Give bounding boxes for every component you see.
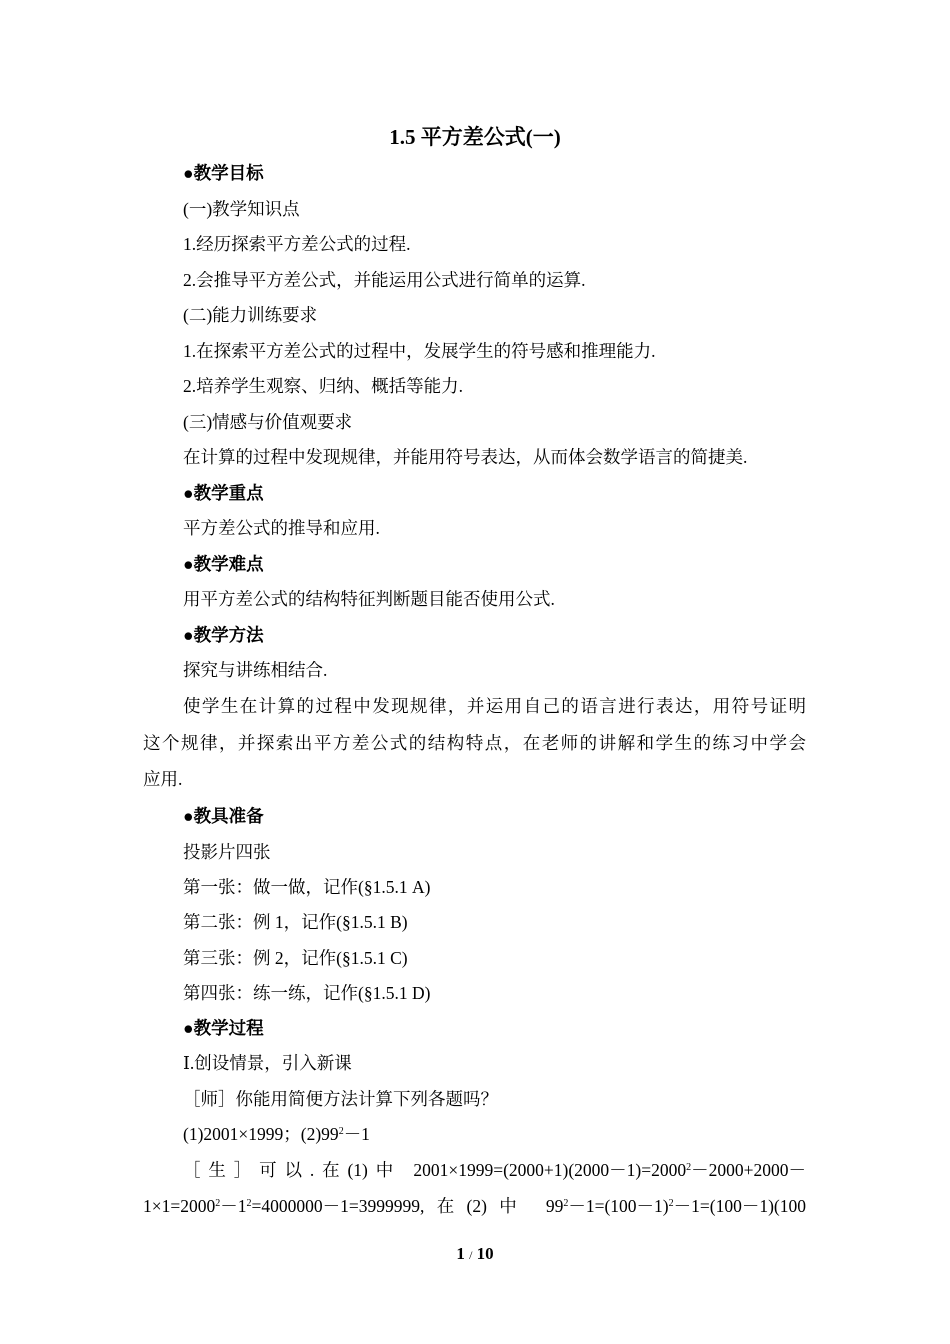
tools-item-1: 投影片四张	[183, 842, 271, 862]
method-heading: ●教学方法	[183, 625, 264, 645]
method-item-1: 探究与讲练相结合.	[183, 660, 328, 680]
process-exercises	[183, 1121, 370, 1147]
exponent: 2	[246, 1198, 252, 1209]
tools-heading: ●教具准备	[183, 806, 264, 826]
process-step-1: Ⅰ.创设情景，引入新课	[183, 1053, 352, 1073]
process-student-answer-line-2	[143, 1193, 806, 1219]
exercise-text-a: (1)2001×1999；(2)99	[183, 1124, 339, 1144]
answer-text-f: －1=(100－1)	[568, 1196, 669, 1216]
document-title: 1.5 平方差公式(一)	[389, 125, 561, 149]
knowledge-heading: (一)教学知识点	[183, 199, 300, 219]
total-pages: 10	[476, 1244, 494, 1263]
difficulty-heading: ●教学难点	[183, 554, 264, 574]
process-teacher-question: ［师］你能用简便方法计算下列各题吗？	[183, 1089, 498, 1109]
answer-text-e: =4000000－1=3999999,在(2)中 99	[251, 1196, 564, 1216]
method-paragraph-line-3: 应用.	[143, 769, 183, 789]
exponent: 2	[686, 1162, 692, 1173]
key-item-1: 平方差公式的推导和应用.	[183, 518, 380, 538]
ability-heading: (二)能力训练要求	[183, 305, 318, 325]
process-heading: ●教学过程	[183, 1018, 264, 1038]
page-number	[0, 1242, 950, 1267]
tools-item-3: 第二张：例 1，记作(§1.5.1 B)	[183, 912, 408, 932]
answer-text-b: －2000+2000－	[691, 1160, 806, 1180]
knowledge-item-1: 1.经历探索平方差公式的过程.	[183, 234, 411, 254]
page-separator: /	[469, 1248, 473, 1262]
ability-item-2: 2.培养学生观察、归纳、概括等能力.	[183, 376, 463, 396]
process-student-answer-line-1	[183, 1157, 806, 1183]
answer-text-c: 1×1=2000	[143, 1196, 216, 1216]
knowledge-item-2: 2.会推导平方差公式，并能运用公式进行简单的运算.	[183, 270, 586, 290]
objectives-heading: ●教学目标	[183, 163, 264, 183]
key-heading: ●教学重点	[183, 483, 264, 503]
emotion-item-1: 在计算的过程中发现规律，并能用符号表达，从而体会数学语言的简捷美.	[183, 447, 748, 467]
emotion-heading: (三)情感与价值观要求	[183, 412, 353, 432]
tools-item-2: 第一张：做一做，记作(§1.5.1 A)	[183, 877, 431, 897]
difficulty-item-1: 用平方差公式的结构特征判断题目能否使用公式.	[183, 589, 555, 609]
tools-item-4: 第三张：例 2，记作(§1.5.1 C)	[183, 948, 408, 968]
method-paragraph-line-1: 使学生在计算的过程中发现规律，并运用自己的语言进行表达，用符号证明	[183, 696, 806, 716]
exponent: 2	[215, 1198, 221, 1209]
exponent: 2	[668, 1198, 674, 1209]
exercise-text-b: －1	[343, 1124, 370, 1144]
ability-item-1: 1.在探索平方差公式的过程中，发展学生的符号感和推理能力.	[183, 341, 656, 361]
exponent: 2	[563, 1198, 569, 1209]
exponent: 2	[338, 1126, 344, 1137]
answer-text-g: －1=(100－1)(100	[673, 1196, 806, 1216]
answer-text-a: ［生］可以.在(1)中 2001×1999=(2000+1)(2000－1)=2000	[183, 1160, 687, 1180]
method-paragraph-line-2: 这个规律，并探索出平方差公式的结构特点，在老师的讲解和学生的练习中学会	[143, 733, 806, 753]
current-page: 1	[456, 1244, 465, 1263]
tools-item-5: 第四张：练一练，记作(§1.5.1 D)	[183, 983, 431, 1003]
answer-text-d: －1	[220, 1196, 247, 1216]
